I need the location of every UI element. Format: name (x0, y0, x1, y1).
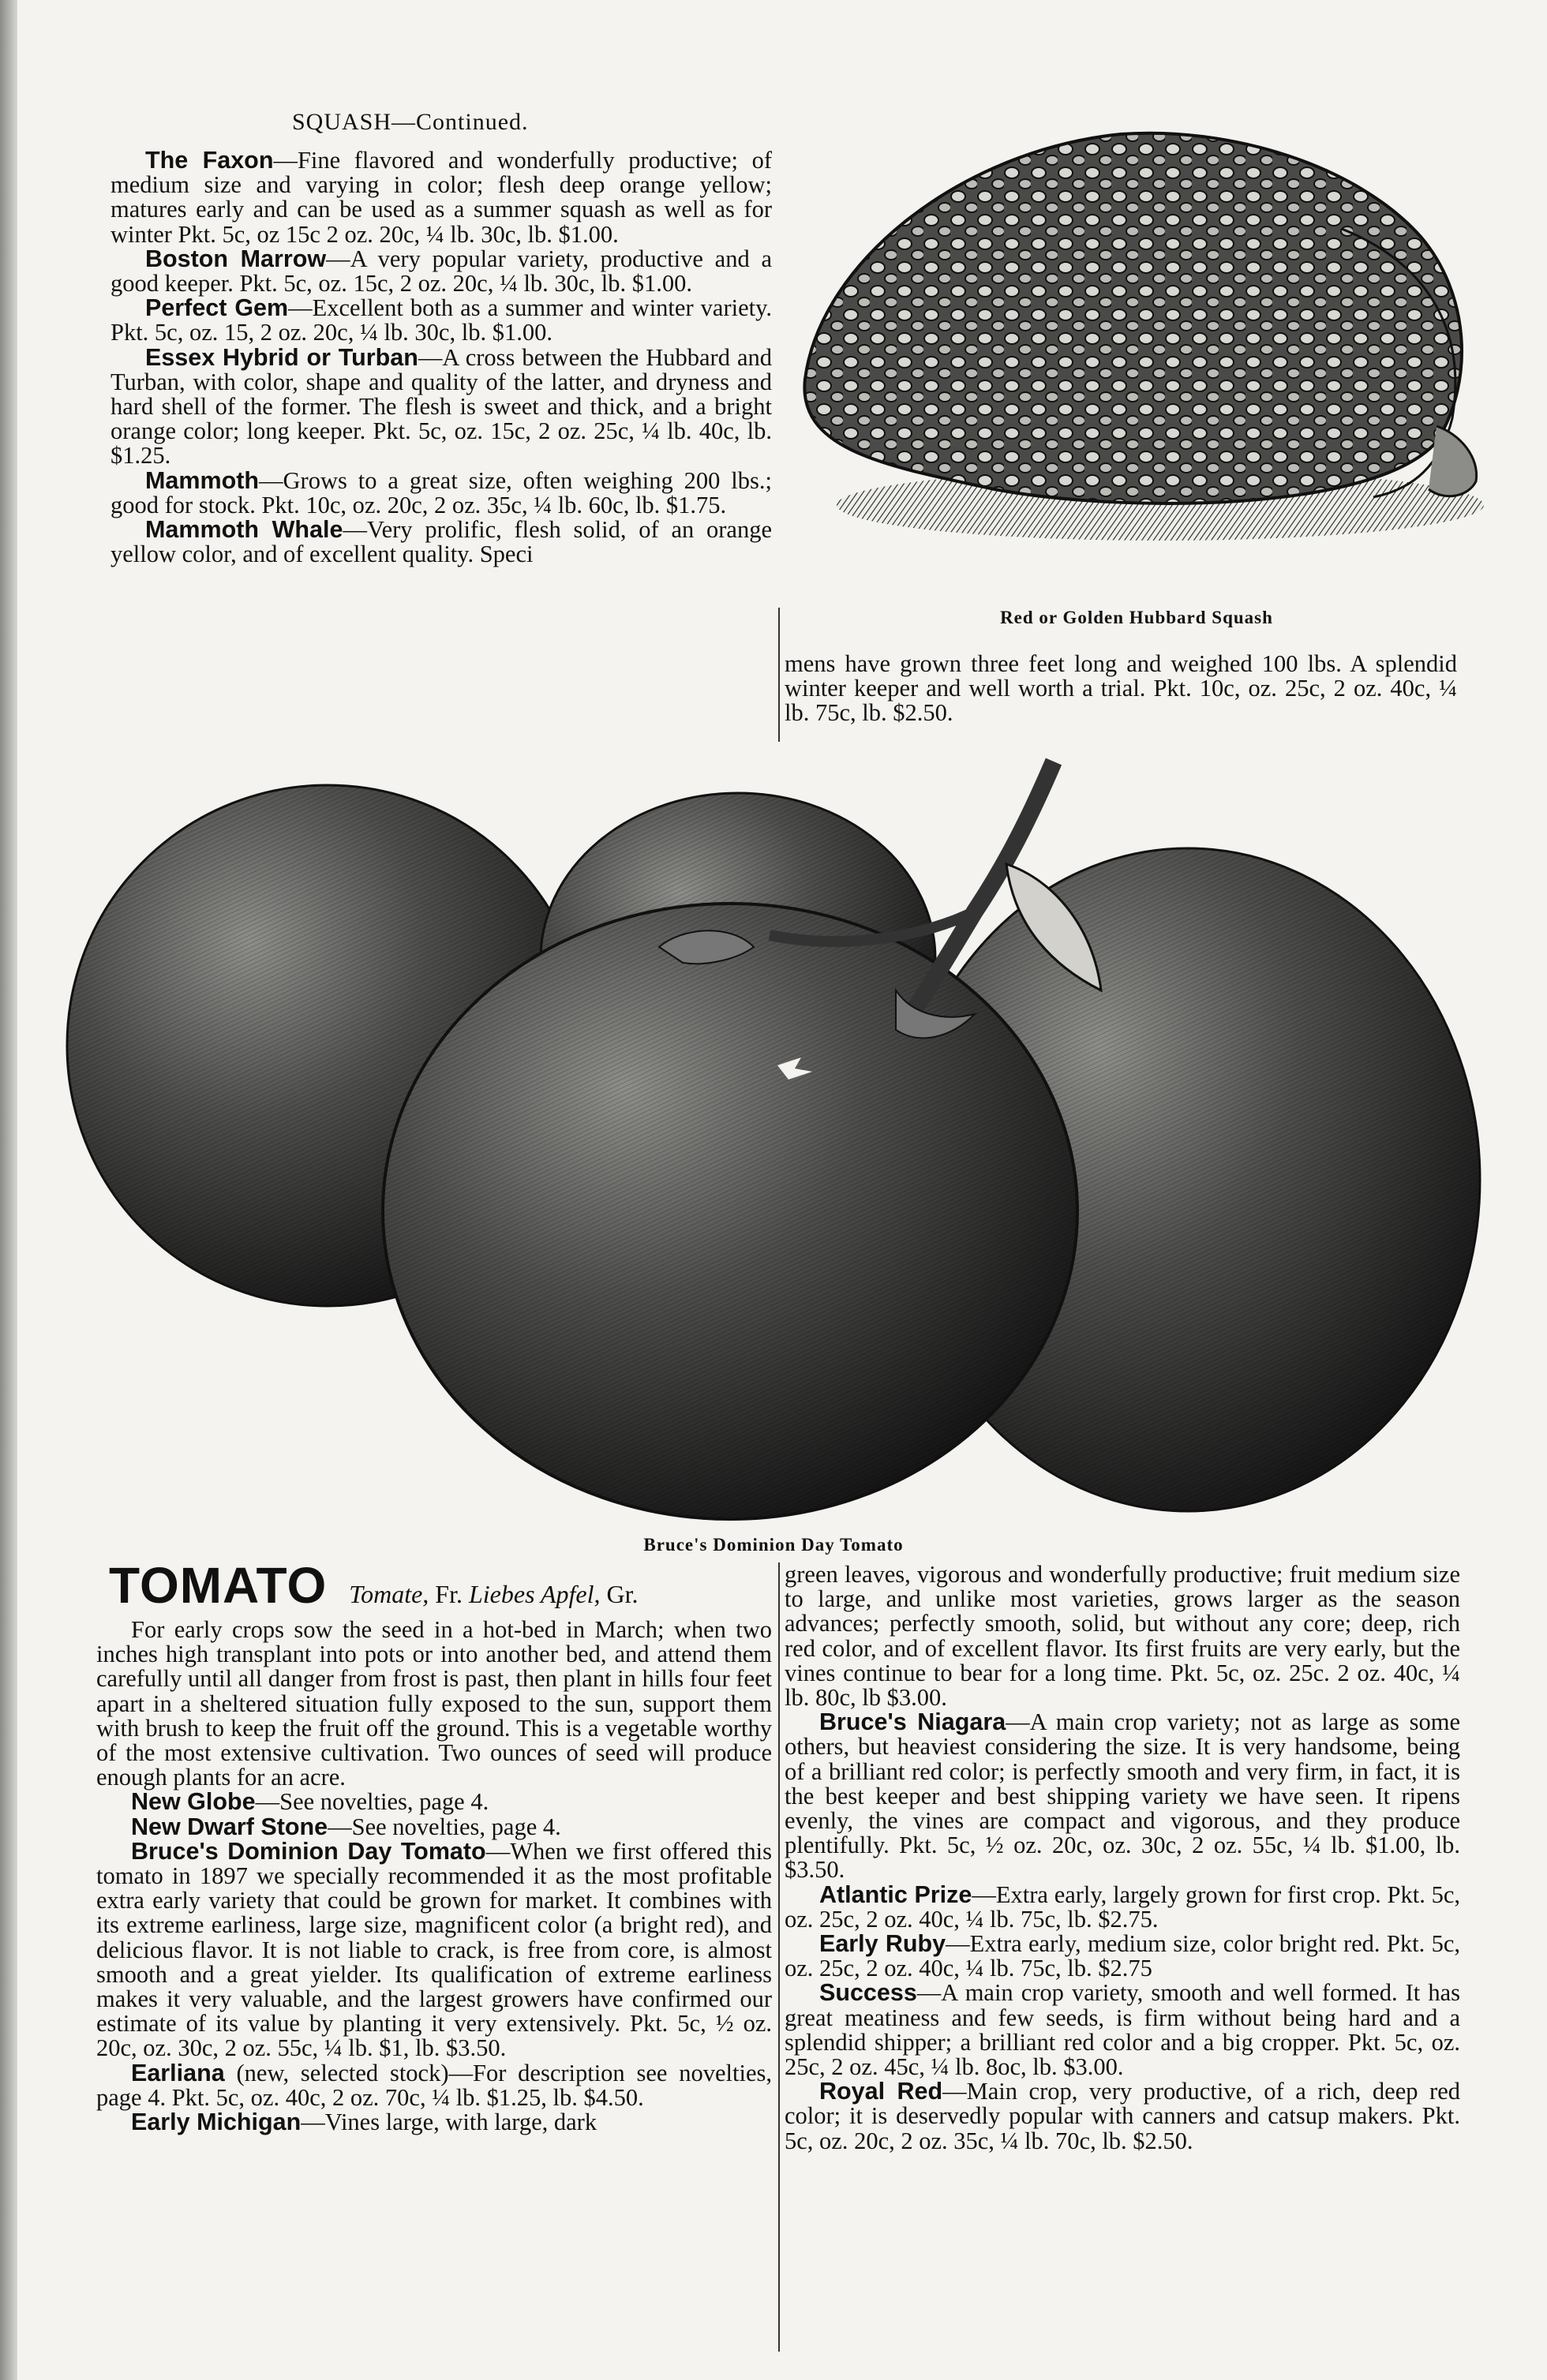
tomato-entry-new-globe: New Globe—See novelties, page 4. (131, 1788, 489, 1816)
squash-column (110, 148, 772, 567)
squash-entry-mammoth-whale: Mammoth Whale—Very prolific, flesh solid, of an orange yellow color, and of excellent quality. Speci (110, 516, 772, 568)
tomato-entry-royal-red: Royal Red—Main crop, very productive, of a rich, deep red color; it is deservedly popular with canners and catsup makers. Pkt. 5c, oz. 20c, 2 oz. 35c, ¼ lb. 70c, lb. $2.50. (785, 2078, 1460, 2154)
tomato-figure-caption: Bruce's Dominion Day Tomato (643, 1535, 904, 1555)
tomato-entry-success: Success—A main crop variety, smooth and well formed. It has great meatiness and few seeds, is firm without being hard and a splendid shipper; a brilliant red color and a big cropper. Pkt. 5c, oz. 25c, 2 oz. 45c, ¼ lb. 8oc, lb. $3.00. (785, 1979, 1460, 2081)
tomato-entry-atlantic-prize: Atlantic Prize—Extra early, largely grown for first crop. Pkt. 5c, oz. 25c, 2 oz. 40c, ¼ lb. 75c, lb. $2.75. (785, 1880, 1461, 1933)
tomato-heading: TOMATO (109, 1557, 328, 1614)
early-michigan-continuation: green leaves, vigorous and wonderfully productive; fruit medium size to large, and unlike most varieties, grows larger as the season advances; perfectly smooth, solid, but without any core; deep, rich red color, and of excellent flavor. Its first fruits are very early, but the vines continue to bear for a long time. Pkt. 5c, oz. 25c. 2 oz. 40c, ¼ lb. 80c, lb $3.00. (785, 1561, 1460, 1712)
squash-entry-boston-marrow: Boston Marrow—A very popular variety, productive and a good keeper. Pkt. 5c, oz. 15c, 2 oz. 20c, ¼ lb. 30c, lb. $1.00. (110, 245, 772, 298)
column-divider-bottom (778, 1562, 780, 2352)
tomato-entry-earliana: Earliana (new, selected stock)—For description see novelties, page 4. Pkt. 5c, oz. 40c, 2 oz. 70c, ¼ lb. $1.25, lb. $4.50. (96, 2059, 772, 2111)
tomato-right-column (785, 1562, 1460, 2154)
tomato-entry-niagara: Bruce's Niagara—A main crop variety; not as large as some others, but heaviest considering the size. It is very handsome, being of a brilliant red color; is perfectly smooth and very firm, in fact, it is the best keeper and best shipping variety we have seen. It ripens evenly, the vines are compact and vigorous, and they produce plentifully. Pkt. 5c, ½ oz. 20c, oz. 30c, 2 oz. 55c, ¼ lb. $1.00, lb. $3.50. (785, 1708, 1461, 1884)
tomato-left-column (96, 1618, 772, 2135)
tomato-intro: For early crops sow the seed in a hot-bed in March; when two inches high transplant into pots or into another bed, and attend them carefully until all danger from frost is past, then plant in hills four feet apart in a sheltered situation fully exposed to the sun, support them with brush to keep the fruit off the ground. This is a vegetable worthy of the most extensive cultivation. Two ounces of seed will produce enough plants for an acre. (96, 1616, 772, 1791)
tomato-alt-names: Tomate, Fr. Liebes Apfel, Gr. (349, 1580, 639, 1608)
squash-continuation: mens have grown three feet long and weighed 100 lbs. A splendid winter keeper and well worth a trial. Pkt. 10c, oz. 25c, 2 oz. 40c, ¼ lb. 75c, lb. $2.50. (785, 650, 1457, 727)
squash-entry-essex-hybrid: Essex Hybrid or Turban—A cross between the Hubbard and Turban, with color, shape and quality of the latter, and dryness and hard shell of the former. The flesh is sweet and thick, and a bright orange color; long keeper. Pkt. 5c, oz. 15c, 2 oz. 25c, ¼ lb. 40c, lb. $1.25. (110, 343, 772, 470)
column-divider-top (778, 608, 780, 742)
squash-entry-mammoth: Mammoth—Grows to a great size, often weighing 200 lbs.; good for stock. Pkt. 10c, oz. 20c, 2 oz. 35c, ¼ lb. 60c, lb. $1.75. (110, 466, 772, 518)
hubbard-squash-illustration (789, 118, 1484, 560)
tomato-entry-new-dwarf-stone: New Dwarf Stone—See novelties, page 4. (131, 1813, 561, 1840)
squash-figure-caption: Red or Golden Hubbard Squash (1000, 608, 1273, 627)
page-binding-edge (0, 0, 17, 2380)
squash-entry-faxon: The Faxon—Fine flavored and wonderfully productive; of medium size and varying in color; flesh deep orange yellow; matures early and can be used as a summer squash as well as for winter Pkt. 5c, oz 15c 2 oz. 20c, ¼ lb. 30c, lb. $1.00. (110, 147, 772, 248)
dominion-day-tomato-illustration (59, 754, 1488, 1527)
tomato-entry-early-ruby: Early Ruby—Extra early, medium size, color bright red. Pkt. 5c, oz. 25c, 2 oz. 40c, ¼ lb. 75c, lb. $2.75 (785, 1930, 1461, 1982)
section-heading-squash: SQUASH—Continued. (292, 109, 529, 135)
tomato-entry-dominion-day: Bruce's Dominion Day Tomato—When we first offered this tomato in 1897 we specially recommended it as the most profitable extra early variety that could be grown for market. It combines with its extreme earliness, large size, magnificent color (a bright red), and delicious flavor. It is not liable to crack, is free from core, is almost smooth and a great yielder. Its qualification of extreme earliness makes it very valuable, and the largest growers have confirmed our estimate of its value by planting it very extensively. Pkt. 5c, ½ oz. 20c, oz. 30c, 2 oz. 55c, ¼ lb. $1, lb. $3.50. (96, 1837, 772, 2062)
tomato-section-title (109, 1556, 638, 1615)
squash-entry-perfect-gem: Perfect Gem—Excellent both as a summer and winter variety. Pkt. 5c, oz. 15, 2 oz. 20c, ¼ lb. 30c, lb. $1.00. (110, 294, 772, 346)
tomato-entry-early-michigan: Early Michigan—Vines large, with large, dark (131, 2109, 597, 2136)
